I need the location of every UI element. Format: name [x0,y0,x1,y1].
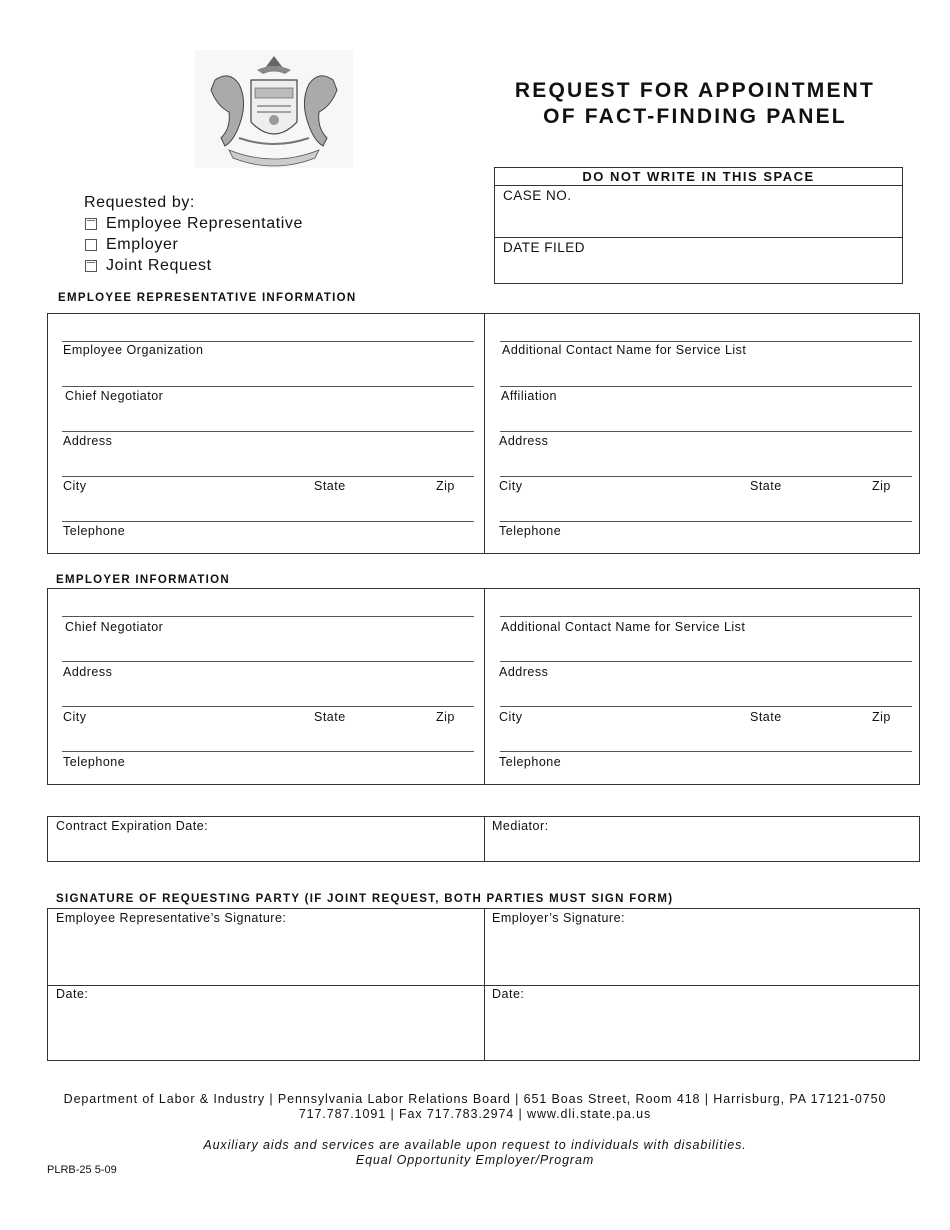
employee-rep-panel [47,313,920,554]
address-label: Address [499,434,549,448]
telephone-input[interactable] [62,751,474,752]
zip-label: Zip [872,710,891,724]
date-filed-field [495,238,902,290]
panel-divider [484,314,485,553]
signature-panel [47,908,920,1061]
employer-date-field[interactable] [485,986,919,1060]
contract-expiration-label: Contract Expiration Date: [56,819,209,833]
address-label: Address [499,665,549,679]
address-label: Address [63,434,113,448]
state-seal-image [195,50,353,168]
contract-expiration-input[interactable] [48,817,484,861]
form-title [470,78,920,130]
employee-signature-label: Employee Representative’s Signature: [56,911,287,925]
employee-rep-section-heading: EMPLOYEE REPRESENTATIVE INFORMATION [58,292,357,304]
state-label: State [750,479,782,493]
telephone-input[interactable] [62,521,474,522]
date-filed-label: DATE FILED [503,240,586,255]
case-no-label: CASE NO. [503,188,572,203]
chief-negotiator-label: Chief Negotiator [65,389,164,403]
city-label: City [63,479,87,493]
requested-by-group [84,192,303,276]
employee-date-field[interactable] [48,986,484,1060]
telephone-label: Telephone [63,755,126,769]
employer-section-heading: EMPLOYER INFORMATION [56,574,231,586]
mediator-label: Mediator: [492,819,549,833]
form-title-line1: REQUEST FOR APPOINTMENT [514,79,876,102]
city-state-zip-input[interactable] [62,476,474,477]
additional-contact-input[interactable] [500,616,912,617]
state-label: State [750,710,782,724]
city-label: City [63,710,87,724]
employer-signature-field[interactable] [485,909,919,985]
option-employee-representative[interactable] [84,213,303,234]
footer-contact: 717.787.1091 | Fax 717.783.2974 | www.dli.state.pa.us [298,1107,652,1121]
checkbox-employee-representative[interactable] [85,218,97,230]
employee-signature-field[interactable] [48,909,484,985]
option-joint-request[interactable] [84,255,303,276]
zip-label: Zip [436,710,455,724]
contract-panel [47,816,920,862]
signature-section-heading: SIGNATURE OF REQUESTING PARTY (IF JOINT REQUEST, BOTH PARTIES MUST SIGN FORM) [56,893,674,905]
office-use-header: DO NOT WRITE IN THIS SPACE [495,168,902,186]
address-input[interactable] [62,431,474,432]
chief-negotiator-input[interactable] [62,386,474,387]
address-input[interactable] [500,661,912,662]
telephone-label: Telephone [63,524,126,538]
option-label: Employer [106,236,179,253]
telephone-input[interactable] [500,751,912,752]
telephone-input[interactable] [500,521,912,522]
form-number: PLRB-25 5-09 [47,1164,117,1176]
employer-panel [47,588,920,785]
chief-negotiator-label: Chief Negotiator [65,620,164,634]
employee-organization-input[interactable] [62,341,474,342]
footer-eoe-note: Equal Opportunity Employer/Program [355,1153,595,1167]
employer-signature-label: Employer’s Signature: [492,911,626,925]
option-employer[interactable] [84,234,303,255]
address-label: Address [63,665,113,679]
state-label: State [314,479,346,493]
telephone-label: Telephone [499,755,562,769]
option-label: Employee Representative [106,215,304,232]
chief-negotiator-input[interactable] [62,616,474,617]
additional-contact-input[interactable] [500,341,912,342]
checkbox-joint-request[interactable] [85,260,97,272]
employer-date-label: Date: [492,987,525,1001]
additional-contact-label: Additional Contact Name for Service List [502,343,747,357]
city-state-zip-input[interactable] [500,706,912,707]
address-input[interactable] [62,661,474,662]
affiliation-label: Affiliation [501,389,557,403]
checkbox-employer[interactable] [85,239,97,251]
zip-label: Zip [436,479,455,493]
office-use-box [494,167,903,284]
affiliation-input[interactable] [500,386,912,387]
telephone-label: Telephone [499,524,562,538]
city-label: City [499,479,523,493]
requested-by-label: Requested by: [84,194,195,211]
city-state-zip-input[interactable] [62,706,474,707]
mediator-input[interactable] [485,817,919,861]
case-no-field [495,186,902,238]
footer-address: Department of Labor & Industry | Pennsylvania Labor Relations Board | 651 Boas Street, Room 418 | Harrisburg, PA 17121-0750 [63,1092,887,1106]
additional-contact-label: Additional Contact Name for Service List [501,620,746,634]
state-label: State [314,710,346,724]
city-label: City [499,710,523,724]
employee-organization-label: Employee Organization [63,343,204,357]
address-input[interactable] [500,431,912,432]
city-state-zip-input[interactable] [500,476,912,477]
form-title-line2: OF FACT-FINDING PANEL [543,105,847,128]
footer-accessibility-note: Auxiliary aids and services are available upon request to individuals with disabilities. [203,1138,747,1152]
employee-date-label: Date: [56,987,89,1001]
panel-divider [484,589,485,784]
zip-label: Zip [872,479,891,493]
option-label: Joint Request [106,257,212,274]
